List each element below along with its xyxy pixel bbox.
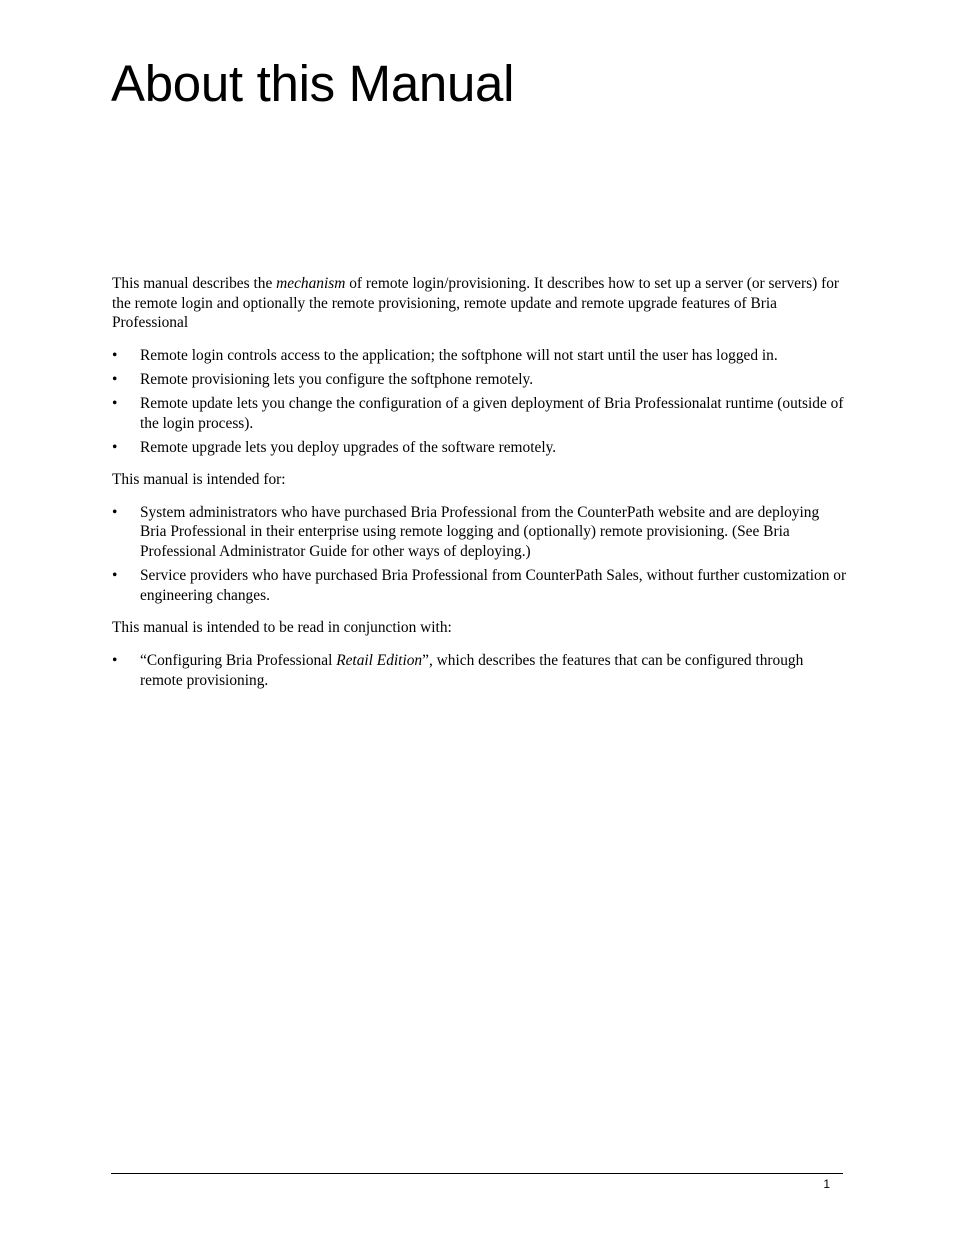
list-item bbox=[112, 370, 847, 390]
conjunction-heading: This manual is intended to be read in conjunction with: bbox=[112, 619, 452, 637]
intro-emphasis: mechanism bbox=[276, 275, 346, 292]
intro-text-end: of remote login/provisioning. It describes how to set up a server (or servers) for the remote login and optionally the remote provisioning, remote update and remote upgrade features of Bria Professional bbox=[112, 275, 840, 332]
bullet: • bbox=[112, 394, 118, 412]
list-item bbox=[112, 651, 847, 690]
list-item-text: Remote provisioning lets you configure the softphone remotely. bbox=[140, 370, 534, 388]
list-item bbox=[112, 566, 847, 605]
intro-text-start: This manual describes the bbox=[112, 275, 277, 292]
list-item bbox=[112, 394, 847, 433]
audience-heading: This manual is intended for: bbox=[112, 471, 286, 489]
manual-body bbox=[112, 274, 847, 703]
list-item bbox=[112, 503, 847, 562]
bullet: • bbox=[112, 346, 118, 364]
bullet: • bbox=[112, 503, 118, 521]
conjunction-text-end: ”, which describes the features that can be configured through remote provisioning. bbox=[140, 651, 804, 689]
bullet: • bbox=[112, 567, 118, 585]
audience-list bbox=[112, 503, 847, 605]
list-item-text: System administrators who have purchased Bria Professional from the CounterPath website and are deploying Bria Professional in their enterprise using remote logging and (optionally) remote provisioning. (See Bria Professional Administrator Guide for other ways of deploying.) bbox=[140, 503, 820, 561]
intro-paragraph bbox=[112, 274, 847, 333]
list-item bbox=[112, 346, 847, 366]
list-item-text: Remote upgrade lets you deploy upgrades of the software remotely. bbox=[140, 438, 557, 456]
bullet: • bbox=[112, 651, 118, 669]
page-number: 1 bbox=[823, 1177, 830, 1191]
conjunction-emphasis: Retail Edition bbox=[336, 651, 423, 669]
conjunction-list bbox=[112, 651, 847, 690]
footer-divider bbox=[111, 1173, 843, 1174]
bullet: • bbox=[112, 370, 118, 388]
list-item-text: Remote login controls access to the application; the softphone will not start until the user has logged in. bbox=[140, 346, 778, 364]
list-item-text: Remote update lets you change the configuration of a given deployment of Bria Professionalat runtime (outside of the login process). bbox=[140, 394, 844, 432]
feature-list bbox=[112, 346, 847, 457]
page-title: About this Manual bbox=[111, 55, 515, 112]
conjunction-text-start: “Configuring Bria Professional bbox=[140, 651, 337, 669]
bullet: • bbox=[112, 438, 118, 456]
list-item bbox=[112, 438, 847, 458]
list-item-text: Service providers who have purchased Bria Professional from CounterPath Sales, without further customization or engineering changes. bbox=[140, 567, 847, 604]
